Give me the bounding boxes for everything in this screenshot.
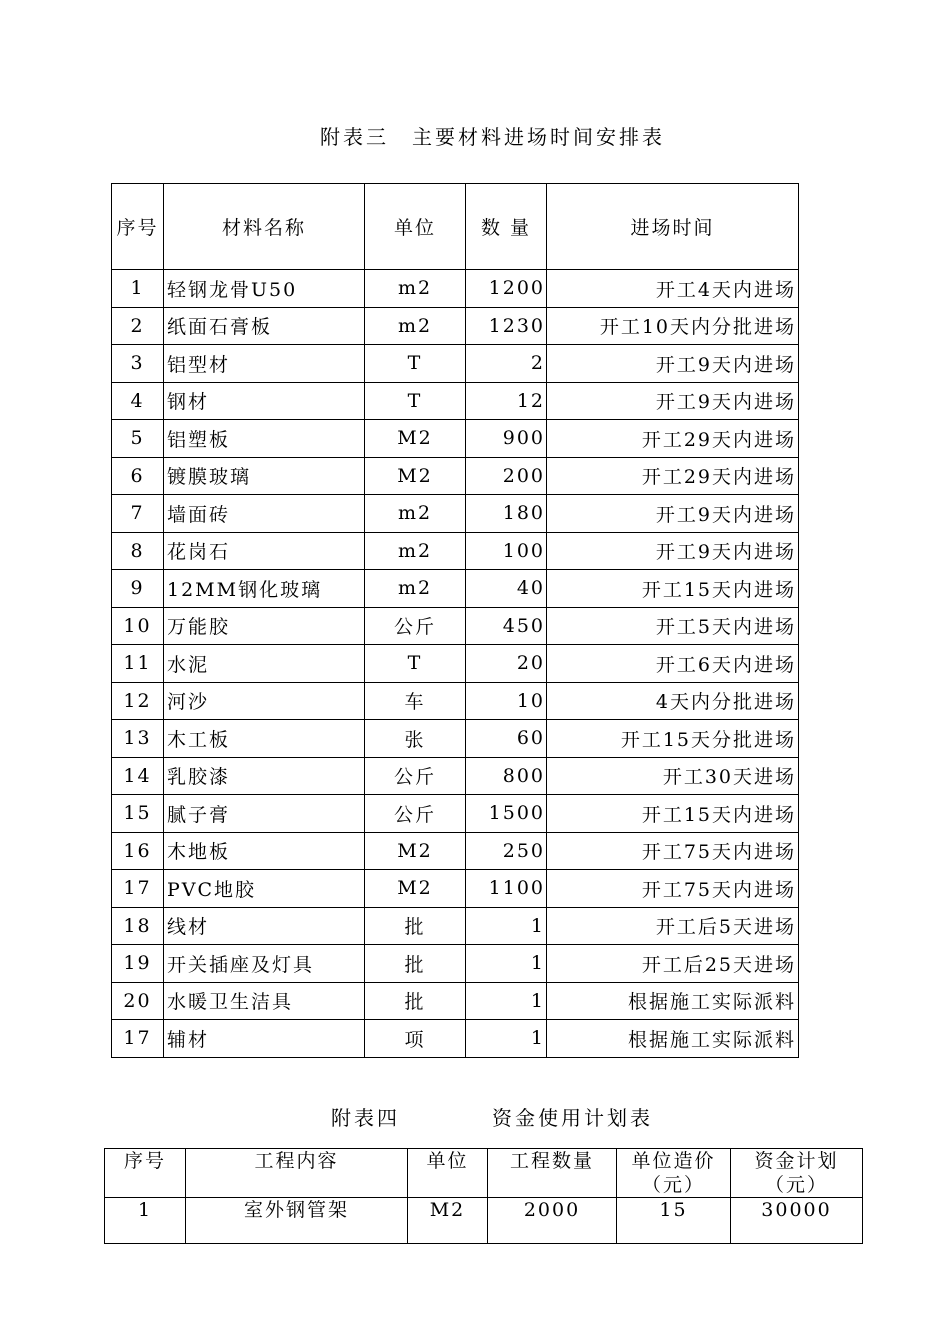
table-row (112, 382, 799, 420)
quantity: 12 (466, 382, 547, 420)
arrival-time: 开工75天内进场 (547, 870, 799, 908)
table-row (112, 345, 799, 383)
table4-title: 附表四 资金使用计划表 (331, 1106, 653, 1130)
unit: 公斤 (365, 757, 466, 795)
quantity: 1100 (466, 870, 547, 908)
quantity: 1 (466, 907, 547, 945)
arrival-time: 开工9天内进场 (547, 532, 799, 570)
table-row (112, 420, 799, 458)
arrival-time: 开工30天进场 (547, 757, 799, 795)
arrival-time: 开工后5天进场 (547, 907, 799, 945)
funding-plan-table (104, 1148, 863, 1244)
unit: M2 (365, 457, 466, 495)
row-number: 12 (112, 682, 164, 720)
table-row (112, 682, 799, 720)
quantity: 10 (466, 682, 547, 720)
unit: M2 (408, 1198, 488, 1244)
unit: T (365, 645, 466, 683)
arrival-time: 根据施工实际派料 (547, 1020, 799, 1058)
row-number: 11 (112, 645, 164, 683)
arrival-time: 开工9天内进场 (547, 495, 799, 533)
material-name: 开关插座及灯具 (164, 945, 365, 983)
row-number: 18 (112, 907, 164, 945)
unit: 车 (365, 682, 466, 720)
quantity: 200 (466, 457, 547, 495)
material-name: 钢材 (164, 382, 365, 420)
material-name: 水暖卫生洁具 (164, 982, 365, 1020)
unit: m2 (365, 532, 466, 570)
material-name: 墙面砖 (164, 495, 365, 533)
header-unit: 单位 (408, 1149, 488, 1198)
material-name: 线材 (164, 907, 365, 945)
unit: m2 (365, 570, 466, 608)
arrival-time: 开工9天内进场 (547, 382, 799, 420)
arrival-time: 开工6天内进场 (547, 645, 799, 683)
quantity: 180 (466, 495, 547, 533)
material-name: 花岗石 (164, 532, 365, 570)
row-number: 1 (112, 270, 164, 308)
table-row (112, 795, 799, 833)
arrival-time: 根据施工实际派料 (547, 982, 799, 1020)
table-row (105, 1198, 863, 1244)
material-name: 铝型材 (164, 345, 365, 383)
table-row (112, 720, 799, 758)
row-number: 16 (112, 832, 164, 870)
row-number: 1 (105, 1198, 186, 1244)
quantity: 1 (466, 1020, 547, 1058)
row-number: 15 (112, 795, 164, 833)
header-no: 序号 (105, 1149, 186, 1198)
material-name: 木地板 (164, 832, 365, 870)
material-name: 12MM钢化玻璃 (164, 570, 365, 608)
header-unit: 单位 (365, 184, 466, 270)
quantity: 1200 (466, 270, 547, 308)
header-funding-plan-label: 资金计划 (754, 1150, 839, 1172)
unit: m2 (365, 495, 466, 533)
row-number: 3 (112, 345, 164, 383)
unit: 张 (365, 720, 466, 758)
table-row (112, 645, 799, 683)
quantity: 250 (466, 832, 547, 870)
row-number: 14 (112, 757, 164, 795)
unit: T (365, 345, 466, 383)
row-number: 4 (112, 382, 164, 420)
table-row (112, 307, 799, 345)
row-number: 13 (112, 720, 164, 758)
unit: m2 (365, 307, 466, 345)
row-number: 9 (112, 570, 164, 608)
unit: 批 (365, 945, 466, 983)
table-row (112, 1020, 799, 1058)
row-number: 17 (112, 870, 164, 908)
material-name: 水泥 (164, 645, 365, 683)
work-content: 室外钢管架 (186, 1198, 408, 1244)
arrival-time: 开工15天内进场 (547, 570, 799, 608)
arrival-time: 开工9天内进场 (547, 345, 799, 383)
row-number: 10 (112, 607, 164, 645)
table-row (112, 457, 799, 495)
quantity: 2 (466, 345, 547, 383)
row-number: 6 (112, 457, 164, 495)
arrival-time: 4天内分批进场 (547, 682, 799, 720)
table-row (112, 757, 799, 795)
row-number: 5 (112, 420, 164, 458)
quantity: 900 (466, 420, 547, 458)
row-number: 20 (112, 982, 164, 1020)
header-funding-plan (731, 1149, 863, 1198)
material-name: 轻钢龙骨U50 (164, 270, 365, 308)
quantity: 800 (466, 757, 547, 795)
material-name: 万能胶 (164, 607, 365, 645)
material-name: 木工板 (164, 720, 365, 758)
table-row (112, 982, 799, 1020)
arrival-time: 开工后25天进场 (547, 945, 799, 983)
quantity: 1500 (466, 795, 547, 833)
row-number: 8 (112, 532, 164, 570)
arrival-time: 开工10天内分批进场 (547, 307, 799, 345)
table-row (112, 532, 799, 570)
header-no: 序号 (112, 184, 164, 270)
table-header-row (112, 184, 799, 270)
row-number: 2 (112, 307, 164, 345)
header-funding-plan-currency: （元） (764, 1174, 828, 1196)
materials-schedule-table (111, 183, 799, 1058)
row-number: 7 (112, 495, 164, 533)
quantity: 1 (466, 982, 547, 1020)
funding-plan: 30000 (731, 1198, 863, 1244)
header-material-name: 材料名称 (164, 184, 365, 270)
table-row (112, 270, 799, 308)
unit: 批 (365, 982, 466, 1020)
table-row (112, 870, 799, 908)
table3-title: 附表三 主要材料进场时间安排表 (320, 125, 665, 149)
quantity: 450 (466, 607, 547, 645)
unit: M2 (365, 420, 466, 458)
arrival-time: 开工75天内进场 (547, 832, 799, 870)
material-name: 河沙 (164, 682, 365, 720)
material-name: 辅材 (164, 1020, 365, 1058)
arrival-time: 开工29天内进场 (547, 457, 799, 495)
material-name: 镀膜玻璃 (164, 457, 365, 495)
arrival-time: 开工5天内进场 (547, 607, 799, 645)
quantity: 1230 (466, 307, 547, 345)
arrival-time: 开工4天内进场 (547, 270, 799, 308)
table-row (112, 495, 799, 533)
unit-price: 15 (617, 1198, 731, 1244)
unit: T (365, 382, 466, 420)
unit: M2 (365, 870, 466, 908)
header-unit-price-currency: （元） (641, 1174, 705, 1196)
unit: 项 (365, 1020, 466, 1058)
header-content: 工程内容 (186, 1149, 408, 1198)
quantity: 100 (466, 532, 547, 570)
table-row (112, 570, 799, 608)
work-quantity: 2000 (488, 1198, 617, 1244)
quantity: 1 (466, 945, 547, 983)
header-quantity: 数 量 (466, 184, 547, 270)
row-number: 19 (112, 945, 164, 983)
header-unit-price-label: 单位造价 (631, 1150, 716, 1172)
header-arrival-time: 进场时间 (547, 184, 799, 270)
unit: 公斤 (365, 607, 466, 645)
material-name: 乳胶漆 (164, 757, 365, 795)
unit: m2 (365, 270, 466, 308)
unit: M2 (365, 832, 466, 870)
header-quantity: 工程数量 (488, 1149, 617, 1198)
row-number: 17 (112, 1020, 164, 1058)
quantity: 20 (466, 645, 547, 683)
arrival-time: 开工15天内进场 (547, 795, 799, 833)
table-row (112, 945, 799, 983)
unit: 批 (365, 907, 466, 945)
unit: 公斤 (365, 795, 466, 833)
quantity: 60 (466, 720, 547, 758)
header-unit-price (617, 1149, 731, 1198)
material-name: 腻子膏 (164, 795, 365, 833)
table-row (112, 907, 799, 945)
table-row (112, 607, 799, 645)
table-row (112, 832, 799, 870)
table-header-row (105, 1149, 863, 1198)
material-name: 纸面石膏板 (164, 307, 365, 345)
material-name: PVC地胶 (164, 870, 365, 908)
quantity: 40 (466, 570, 547, 608)
arrival-time: 开工29天内进场 (547, 420, 799, 458)
arrival-time: 开工15天分批进场 (547, 720, 799, 758)
material-name: 铝塑板 (164, 420, 365, 458)
